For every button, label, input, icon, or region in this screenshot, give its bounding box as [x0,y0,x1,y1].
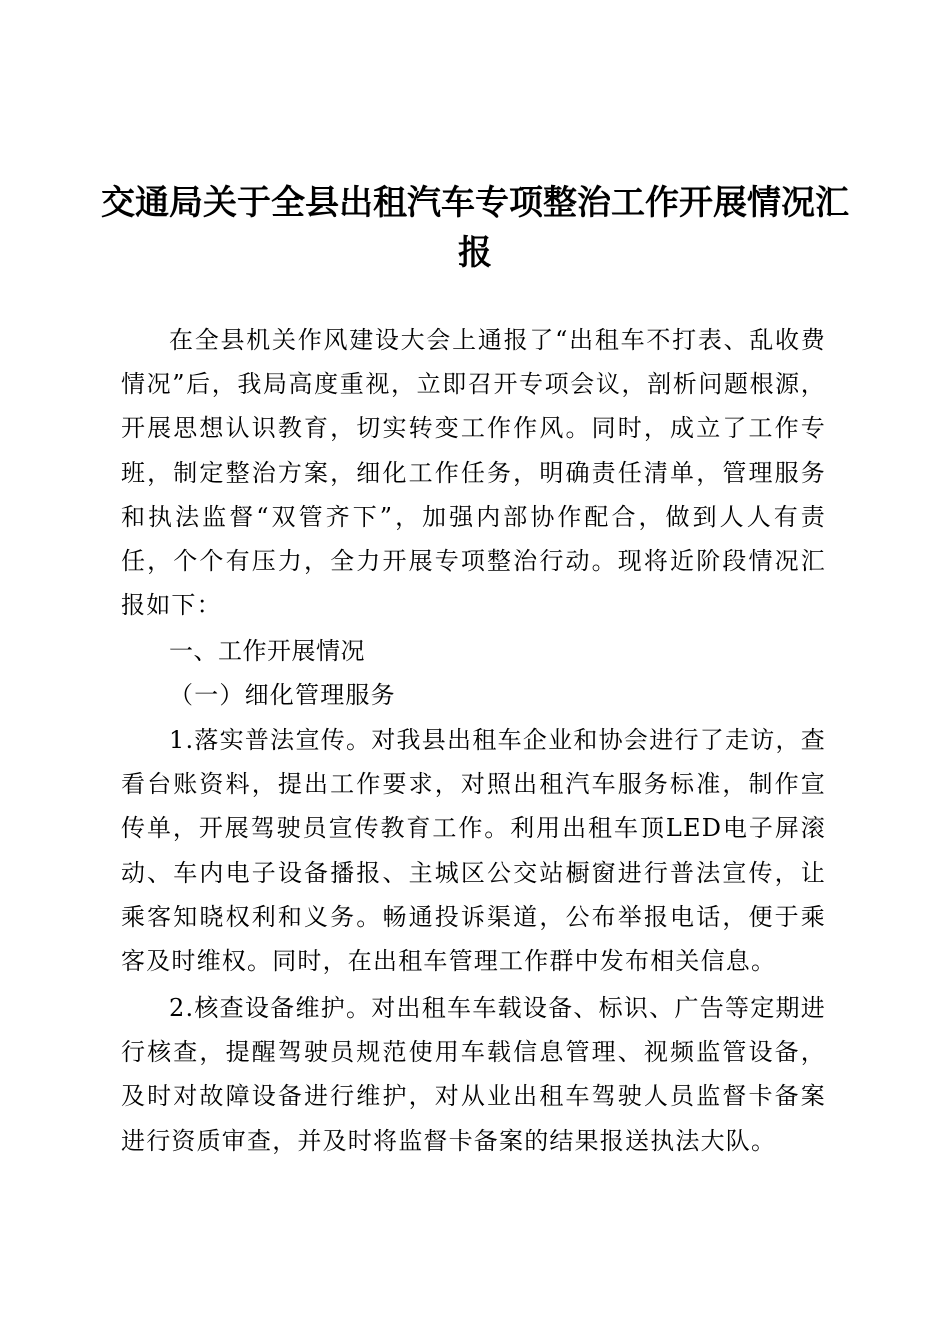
paragraph-legal-publicity: 1.落实普法宣传。对我县出租车企业和协会进行了走访，查看台账资料，提出工作要求，对照出租汽车服务标准，制作宣传单，开展驾驶员宣传教育工作。利用出租车顶LED电子屏滚动、车内电子设备播报、主城区公交站橱窗进行普法宣传，让乘客知晓权利和义务。畅通投诉渠道，公布举报电话，便于乘客及时维权。同时，在出租车管理工作群中发布相关信息。 [121,726,826,976]
subsection-heading-management-service: （一）细化管理服务 [169,681,396,709]
intro-paragraph: 在全县机关作风建设大会上通报了“出租车不打表、乱收费情况”后，我局高度重视，立即召开专项会议，剖析问题根源，开展思想认识教育，切实转变工作作风。同时，成立了工作专班，制定整治方案，细化工作任务，明确责任清单，管理服务和执法监督“双管齐下”，加强内部协作配合，做到人人有责任，个个有压力，全力开展专项整治行动。现将近阶段情况汇报如下： [121,326,826,620]
document-title: 交通局关于全县出租汽车专项整治工作开展情况汇报 [101,183,849,273]
paragraph-equipment-inspection: 2.核查设备维护。对出租车车载设备、标识、广告等定期进行核查，提醒驾驶员规范使用车载信息管理、视频监管设备，及时对故障设备进行维护，对从业出租车驾驶人员监督卡备案进行资质审查，并及时将监督卡备案的结果报送执法大队。 [121,994,826,1155]
section-heading-work-status: 一、工作开展情况 [169,637,365,665]
